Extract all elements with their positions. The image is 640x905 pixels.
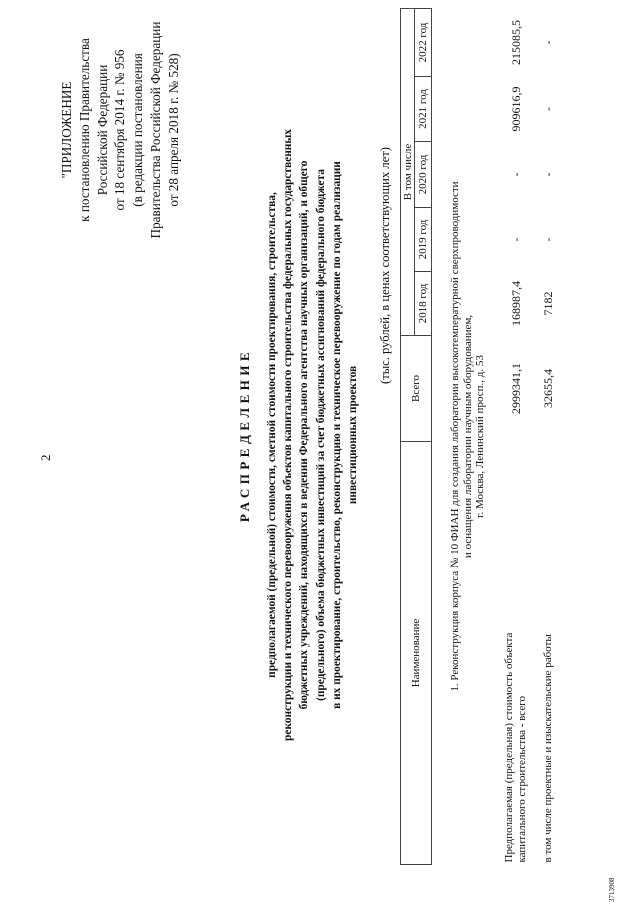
header-year: 2021 год [415, 77, 432, 142]
header-total: Всего [401, 336, 432, 442]
appendix-header [58, 0, 183, 265]
subtitle-line: бюджетных учреждений, находящихся в ведении Федерального агентства научных организаций, и общего [298, 160, 311, 710]
table-row [494, 8, 538, 864]
cell-2019: - [540, 237, 555, 242]
page-number: 2 [38, 454, 53, 461]
header-year: 2022 год [415, 8, 432, 76]
header-year: 2019 год [415, 208, 432, 272]
section-row [432, 8, 495, 864]
appendix-line: "ПРИЛОЖЕНИЕ [59, 81, 74, 179]
row-name [538, 442, 558, 865]
cell-total: 2999341,1 [508, 363, 523, 414]
units-note: (тыс. рублей, в ценах соответствующих лет) [378, 147, 392, 384]
header-year: 2018 год [415, 272, 432, 336]
header-name: Наименование [401, 442, 432, 865]
row-name [494, 442, 538, 865]
appendix-line: к постановлению Правительства [76, 38, 92, 222]
row-name-line: капитального строительства - всего [516, 696, 528, 863]
cell-2018: 7182 [540, 291, 555, 316]
cell-2020: - [540, 172, 555, 177]
appendix-line: Российской Федерации [94, 64, 110, 196]
cell-2021: 909616,9 [508, 86, 523, 132]
document-title: РАСПРЕДЕЛЕНИЕ [237, 347, 252, 523]
section-line: г. Москва, Ленинский просп., д. 53 [474, 355, 487, 518]
appendix-line: от 28 апреля 2018 г. № 528) [165, 53, 181, 207]
section-line: 1. Реконструкция корпуса № 10 ФИАН для создания лаборатории высокотемпературной сверхпроводимости [449, 181, 462, 692]
cell-2021: - [540, 107, 555, 111]
cell-2018: 168987,4 [508, 281, 523, 326]
subtitle-line: реконструкции и технического перевооружения объектов капитального строительства федеральных государственных [282, 129, 295, 741]
row-name-line: Предполагаемая (предельная) стоимость объекта [503, 632, 515, 863]
distribution-table [400, 8, 558, 865]
header-group: В том числе [401, 8, 415, 335]
cell-total: 32655,4 [540, 369, 555, 408]
cell-2020: - [508, 172, 523, 177]
document-subtitle [264, 0, 361, 875]
cell-2019: - [508, 237, 523, 242]
section-line: и оснащения лаборатории научным оборудованием, [461, 314, 474, 559]
row-name-line: в том числе проектные и изыскательские работы [541, 634, 554, 863]
appendix-line: Правительства Российской Федерации [147, 21, 163, 239]
subtitle-line: (предельного) объема бюджетных инвестиций за счет бюджетных ассигнований федерального бюджета [314, 169, 327, 701]
cell-2022: 215085,5 [508, 20, 523, 65]
table-row [538, 8, 558, 864]
header-year: 2020 год [415, 142, 432, 208]
appendix-line: от 18 сентября 2014 г. № 956 [112, 49, 128, 211]
appendix-line: (в редакции постановления [130, 53, 146, 207]
footer-code: 3713908 [608, 877, 616, 902]
subtitle-line: в их проектирование, строительство, реконструкцию и техническое перевооружение по годам реализации [330, 161, 343, 709]
cell-2022: - [540, 40, 555, 45]
subtitle-line: инвестиционных проектов [347, 365, 360, 505]
subtitle-line: предполагаемой (предельной) стоимости, сметной стоимости проектирования, строительства, [266, 192, 278, 678]
